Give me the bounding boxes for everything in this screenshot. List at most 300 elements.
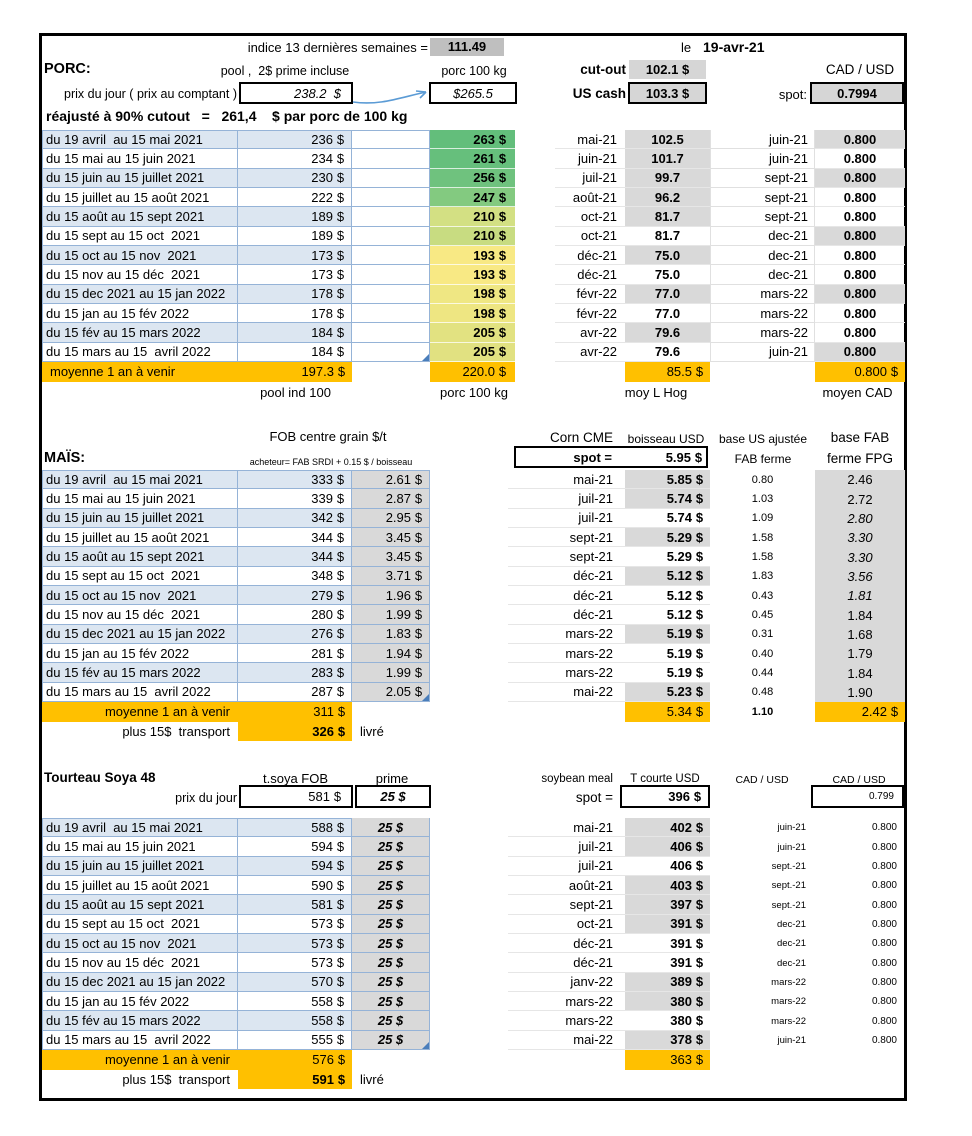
boisseau-price-cell[interactable]: 1.83 $ — [352, 625, 430, 644]
cme-month-cell[interactable]: mai-21 — [508, 470, 625, 489]
moyenne-fob-value[interactable]: 311 $ — [238, 702, 352, 722]
empty-cell[interactable] — [352, 323, 430, 342]
period-cell[interactable]: du 15 fév au 15 mars 2022 — [42, 323, 238, 342]
base-us-cell[interactable]: 1.58 — [751, 531, 774, 544]
meal-price-cell[interactable]: 380 $ — [625, 992, 710, 1011]
porc100-price-cell[interactable]: 256 $ — [430, 169, 515, 188]
soya-rate-box[interactable]: 0.799 — [811, 785, 904, 808]
boisseau-price-cell[interactable]: 2.05 $ — [352, 683, 430, 702]
cad-month-cell[interactable]: sept-21 — [710, 207, 815, 226]
cad-rate-cell[interactable]: 0.800 — [871, 918, 897, 930]
us-price-cell[interactable]: 81.7 — [625, 227, 710, 246]
cme-month-cell[interactable]: déc-21 — [508, 586, 625, 605]
cad-month-cell[interactable]: mars-22 — [710, 285, 815, 304]
meal-price-cell[interactable]: 391 $ — [625, 915, 710, 934]
us-price-cell[interactable]: 102.5 — [625, 130, 710, 149]
period-cell[interactable]: du 15 mars au 15 avril 2022 — [42, 343, 238, 362]
period-cell[interactable]: du 15 juin au 15 juillet 2021 — [42, 509, 238, 528]
period-cell[interactable]: du 15 jan au 15 fév 2022 — [42, 644, 238, 663]
cad-month-cell[interactable]: dec-21 — [710, 246, 815, 265]
fob-price-cell[interactable]: 348 $ — [238, 567, 352, 586]
cad-rate-cell[interactable]: 0.800 — [815, 130, 905, 149]
boisseau-price-cell[interactable]: 3.71 $ — [352, 567, 430, 586]
period-cell[interactable]: du 15 nov au 15 déc 2021 — [42, 605, 238, 624]
cad-rate-cell[interactable]: 0.800 — [871, 822, 897, 834]
base-us-cell[interactable]: 0.80 — [751, 473, 774, 486]
moyenne-porc100-value[interactable]: 220.0 $ — [430, 362, 515, 382]
base-us-cell[interactable]: 0.43 — [751, 589, 774, 602]
cad-rate-cell[interactable]: 0.800 — [815, 323, 905, 342]
base-fab-cell[interactable]: 3.56 — [815, 567, 905, 586]
base-us-cell[interactable]: 0.40 — [751, 647, 774, 660]
meal-month-cell[interactable]: mars-22 — [508, 992, 625, 1011]
pool-price-cell[interactable]: 184 $ — [238, 323, 352, 342]
cad-rate-cell[interactable]: 0.800 — [871, 841, 897, 853]
us-price-cell[interactable]: 101.7 — [625, 149, 710, 168]
meal-month-cell[interactable]: août-21 — [508, 876, 625, 895]
cad-month-cell[interactable]: sept-21 — [710, 169, 815, 188]
transport-fob-value[interactable]: 591 $ — [238, 1070, 352, 1090]
cme-price-cell[interactable]: 5.12 $ — [625, 586, 710, 605]
pool-price-cell[interactable]: 230 $ — [238, 169, 352, 188]
base-fab-cell[interactable]: 1.90 — [815, 683, 905, 702]
cad-month-cell[interactable]: dec-21 — [710, 265, 815, 284]
prime-cell[interactable]: 25 $ — [352, 934, 430, 953]
moyenne-fob-value[interactable]: 576 $ — [238, 1050, 352, 1070]
us-price-cell[interactable]: 99.7 — [625, 169, 710, 188]
base-us-cell[interactable]: 1.58 — [751, 551, 774, 564]
cme-month-cell[interactable]: mai-22 — [508, 683, 625, 702]
fob-price-cell[interactable]: 333 $ — [238, 470, 352, 489]
meal-month-cell[interactable]: juil-21 — [508, 857, 625, 876]
cad-rate-cell[interactable]: 0.800 — [815, 188, 905, 207]
prime-cell[interactable]: 25 $ — [352, 915, 430, 934]
prime-cell[interactable]: 25 $ — [352, 895, 430, 914]
period-cell[interactable]: du 15 fév au 15 mars 2022 — [42, 1011, 238, 1030]
us-month-cell[interactable]: déc-21 — [555, 265, 625, 284]
base-us-cell[interactable]: 0.44 — [751, 667, 774, 680]
spot-rate-box[interactable]: 0.7994 — [810, 82, 904, 104]
cme-month-cell[interactable]: déc-21 — [508, 567, 625, 586]
cme-price-cell[interactable]: 5.74 $ — [625, 489, 710, 508]
base-fab-cell[interactable]: 1.84 — [815, 663, 905, 682]
cad-rate-cell[interactable]: 0.800 — [815, 149, 905, 168]
base-fab-cell[interactable]: 2.46 — [815, 470, 905, 489]
empty-cell[interactable] — [352, 207, 430, 226]
prime-cell[interactable]: 25 $ — [352, 973, 430, 992]
boisseau-price-cell[interactable]: 1.99 $ — [352, 605, 430, 624]
meal-price-cell[interactable]: 403 $ — [625, 876, 710, 895]
porc100-price-cell[interactable]: 210 $ — [430, 227, 515, 246]
cme-price-cell[interactable]: 5.19 $ — [625, 625, 710, 644]
tsoya-price-cell[interactable]: 555 $ — [238, 1031, 352, 1050]
cad-rate-cell[interactable]: 0.800 — [815, 265, 905, 284]
base-fab-cell[interactable]: 2.72 — [815, 489, 905, 508]
prix-du-jour-value-box[interactable]: 238.2 $ — [239, 82, 353, 104]
cad-month-cell[interactable]: dec-21 — [776, 918, 806, 930]
us-price-cell[interactable]: 79.6 — [625, 343, 710, 362]
empty-cell[interactable] — [352, 343, 430, 362]
porc100-price-cell[interactable]: 205 $ — [430, 343, 515, 362]
soya-prix-du-jour-box[interactable]: 581 $ — [239, 785, 353, 808]
period-cell[interactable]: du 15 dec 2021 au 15 jan 2022 — [42, 285, 238, 304]
period-cell[interactable]: du 15 sept au 15 oct 2021 — [42, 227, 238, 246]
cad-month-cell[interactable]: mars-22 — [771, 1015, 806, 1027]
base-us-cell[interactable]: 1.03 — [751, 493, 774, 506]
cad-month-cell[interactable]: sept-21 — [710, 188, 815, 207]
cad-rate-cell[interactable]: 0.800 — [871, 880, 897, 892]
cad-rate-cell[interactable]: 0.800 — [815, 207, 905, 226]
cad-rate-cell[interactable]: 0.800 — [871, 860, 897, 872]
cad-rate-cell[interactable]: 0.800 — [871, 938, 897, 950]
prime-cell[interactable]: 25 $ — [352, 818, 430, 837]
porc100-price-cell[interactable]: 193 $ — [430, 246, 515, 265]
us-price-cell[interactable]: 77.0 — [625, 304, 710, 323]
reajuste-line: réajusté à 90% cutout = 261,4 $ par porc de 100 kg — [46, 108, 408, 124]
cme-price-cell[interactable]: 5.29 $ — [625, 547, 710, 566]
period-cell[interactable]: du 15 oct au 15 nov 2021 — [42, 586, 238, 605]
boisseau-price-cell[interactable]: 3.45 $ — [352, 528, 430, 547]
prime-cell[interactable]: 25 $ — [352, 876, 430, 895]
period-cell[interactable]: du 15 mars au 15 avril 2022 — [42, 1031, 238, 1050]
porc100-price-cell[interactable]: 247 $ — [430, 188, 515, 207]
cad-month-cell[interactable]: juin-21 — [777, 1034, 806, 1046]
cad-month-cell[interactable]: juin-21 — [710, 149, 815, 168]
cme-price-cell[interactable]: 5.12 $ — [625, 605, 710, 624]
porc100-price-cell[interactable]: 263 $ — [430, 130, 515, 149]
us-month-cell[interactable]: juil-21 — [555, 169, 625, 188]
cad-rate-cell[interactable]: 0.800 — [815, 285, 905, 304]
us-month-cell[interactable]: déc-21 — [555, 246, 625, 265]
cad-month-cell[interactable]: sept.-21 — [771, 860, 806, 872]
meal-month-cell[interactable]: juil-21 — [508, 837, 625, 856]
soybean-meal-label: soybean meal — [541, 773, 613, 785]
period-cell[interactable]: du 15 mars au 15 avril 2022 — [42, 683, 238, 702]
fob-price-cell[interactable]: 281 $ — [238, 644, 352, 663]
meal-month-cell[interactable]: mai-21 — [508, 818, 625, 837]
empty-cell[interactable] — [352, 149, 430, 168]
meal-price-cell[interactable]: 380 $ — [625, 1011, 710, 1030]
base-fab-label: base FAB — [830, 430, 890, 445]
pool-price-cell[interactable]: 189 $ — [238, 227, 352, 246]
base-us-cell[interactable]: 0.48 — [751, 686, 774, 699]
cad-month-cell[interactable]: dec-21 — [776, 957, 806, 969]
base-us-cell[interactable]: 1.83 — [751, 570, 774, 583]
cad-rate-cell[interactable]: 0.800 — [871, 1015, 897, 1027]
date-value[interactable]: 19-avr-21 — [703, 39, 765, 55]
cme-price-cell[interactable]: 5.19 $ — [625, 663, 710, 682]
period-cell[interactable]: du 15 jan au 15 fév 2022 — [42, 304, 238, 323]
prime-cell[interactable]: 25 $ — [352, 1031, 430, 1050]
period-cell[interactable]: du 15 nov au 15 déc 2021 — [42, 953, 238, 972]
porc100-price-cell[interactable]: 198 $ — [430, 285, 515, 304]
cme-month-cell[interactable]: mars-22 — [508, 625, 625, 644]
tsoya-price-cell[interactable]: 594 $ — [238, 857, 352, 876]
cad-rate-cell[interactable]: 0.800 — [815, 169, 905, 188]
base-fab-cell[interactable]: 1.81 — [815, 586, 905, 605]
period-cell[interactable]: du 19 avril au 15 mai 2021 — [42, 818, 238, 837]
boisseau-price-cell[interactable]: 2.61 $ — [352, 470, 430, 489]
period-cell[interactable]: du 15 mai au 15 juin 2021 — [42, 837, 238, 856]
cad-rate-cell[interactable]: 0.800 — [815, 343, 905, 362]
cad-rate-cell[interactable]: 0.800 — [815, 304, 905, 323]
cme-price-cell[interactable]: 5.85 $ — [625, 470, 710, 489]
corn-spot-box[interactable]: spot = 5.95 $ — [514, 446, 708, 468]
fob-price-cell[interactable]: 276 $ — [238, 625, 352, 644]
cme-month-cell[interactable]: juil-21 — [508, 509, 625, 528]
base-fab-cell[interactable]: 2.80 — [815, 509, 905, 528]
pool-price-cell[interactable]: 178 $ — [238, 285, 352, 304]
period-cell[interactable]: du 15 juillet au 15 août 2021 — [42, 876, 238, 895]
porc100-price-cell[interactable]: 261 $ — [430, 149, 515, 168]
period-cell[interactable]: du 15 juin au 15 juillet 2021 — [42, 169, 238, 188]
meal-month-cell[interactable]: oct-21 — [508, 915, 625, 934]
us-price-cell[interactable]: 77.0 — [625, 285, 710, 304]
spacer — [430, 876, 508, 895]
tsoya-price-cell[interactable]: 573 $ — [238, 915, 352, 934]
cad-month-cell[interactable]: mars-22 — [710, 304, 815, 323]
period-cell[interactable]: du 15 juillet au 15 août 2021 — [42, 528, 238, 547]
pool-price-cell[interactable]: 184 $ — [238, 343, 352, 362]
tsoya-price-cell[interactable]: 581 $ — [238, 895, 352, 914]
cad-month-cell[interactable]: sept.-21 — [771, 880, 806, 892]
tsoya-price-cell[interactable]: 558 $ — [238, 992, 352, 1011]
meal-price-cell[interactable]: 391 $ — [625, 934, 710, 953]
fob-price-cell[interactable]: 280 $ — [238, 605, 352, 624]
period-cell[interactable]: du 15 oct au 15 nov 2021 — [42, 246, 238, 265]
moyenne-pool-value[interactable]: 197.3 $ — [238, 362, 352, 382]
cme-price-cell[interactable]: 5.29 $ — [625, 528, 710, 547]
fob-price-cell[interactable]: 279 $ — [238, 586, 352, 605]
base-fab-cell[interactable]: 1.79 — [815, 644, 905, 663]
empty-cell[interactable] — [352, 227, 430, 246]
period-cell[interactable]: du 15 fév au 15 mars 2022 — [42, 663, 238, 682]
cad-rate-cell[interactable]: 0.800 — [871, 957, 897, 969]
us-month-cell[interactable]: avr-22 — [555, 323, 625, 342]
us-price-cell[interactable]: 79.6 — [625, 323, 710, 342]
cad-rate-cell[interactable]: 0.800 — [815, 246, 905, 265]
cme-month-cell[interactable]: déc-21 — [508, 605, 625, 624]
cad-rate-cell[interactable]: 0.800 — [815, 227, 905, 246]
cad-month-cell[interactable]: mars-22 — [710, 323, 815, 342]
porc100-price-cell[interactable]: 198 $ — [430, 304, 515, 323]
empty-cell[interactable] — [352, 265, 430, 284]
cad-rate-cell[interactable]: 0.800 — [871, 976, 897, 988]
spacer — [430, 818, 508, 837]
fob-price-cell[interactable]: 344 $ — [238, 528, 352, 547]
fob-price-cell[interactable]: 344 $ — [238, 547, 352, 566]
cad-month-cell[interactable]: juin-21 — [777, 841, 806, 853]
base-us-cell[interactable]: 1.09 — [751, 512, 774, 525]
meal-price-cell[interactable]: 389 $ — [625, 973, 710, 992]
meal-month-cell[interactable]: janv-22 — [508, 973, 625, 992]
cutout-value[interactable]: 102.1 $ — [629, 60, 706, 79]
pool-subtitle: pool , 2$ prime incluse — [220, 64, 350, 78]
fob-price-cell[interactable]: 342 $ — [238, 509, 352, 528]
transport-fob-value[interactable]: 326 $ — [238, 722, 352, 742]
fob-price-cell[interactable]: 283 $ — [238, 663, 352, 682]
base-us-cell[interactable]: 0.31 — [751, 628, 774, 641]
cme-price-cell[interactable]: 5.12 $ — [625, 567, 710, 586]
meal-month-cell[interactable]: sept-21 — [508, 895, 625, 914]
boisseau-price-cell[interactable]: 1.94 $ — [352, 644, 430, 663]
pool-price-cell[interactable]: 173 $ — [238, 246, 352, 265]
period-cell[interactable]: du 15 nov au 15 déc 2021 — [42, 265, 238, 284]
us-month-cell[interactable]: févr-22 — [555, 285, 625, 304]
cad-month-cell[interactable]: juin-21 — [710, 343, 815, 362]
porc100-value-box[interactable]: $265.5 — [429, 82, 517, 104]
period-cell[interactable]: du 19 avril au 15 mai 2021 — [42, 470, 238, 489]
pool-price-cell[interactable]: 234 $ — [238, 149, 352, 168]
tsoya-price-cell[interactable]: 558 $ — [238, 1011, 352, 1030]
spacer — [430, 547, 508, 566]
tsoya-price-cell[interactable]: 570 $ — [238, 973, 352, 992]
prime-cell[interactable]: 25 $ — [352, 953, 430, 972]
moyenne-usd-value[interactable]: 363 $ — [625, 1050, 710, 1070]
boisseau-price-cell[interactable]: 1.96 $ — [352, 586, 430, 605]
porc-table-row — [42, 343, 905, 362]
meal-month-cell[interactable]: mai-22 — [508, 1031, 625, 1050]
soya-table-row — [42, 837, 905, 856]
empty-cell[interactable] — [352, 130, 430, 149]
mais-table-row — [42, 605, 905, 624]
us-month-cell[interactable]: févr-22 — [555, 304, 625, 323]
period-cell[interactable]: du 15 dec 2021 au 15 jan 2022 — [42, 973, 238, 992]
prime-cell[interactable]: 25 $ — [352, 992, 430, 1011]
prime-cell[interactable]: 25 $ — [352, 857, 430, 876]
moyenne-base-value[interactable]: 1.10 — [751, 705, 774, 718]
period-cell[interactable]: du 15 sept au 15 oct 2021 — [42, 567, 238, 586]
spacer — [515, 207, 555, 226]
pool-price-cell[interactable]: 178 $ — [238, 304, 352, 323]
base-us-cell[interactable]: 0.45 — [751, 609, 774, 622]
pool-price-cell[interactable]: 222 $ — [238, 188, 352, 207]
cad-month-cell[interactable]: sept.-21 — [771, 899, 806, 911]
cad-month-cell[interactable]: juin-21 — [777, 822, 806, 834]
period-cell[interactable]: du 15 mai au 15 juin 2021 — [42, 489, 238, 508]
cad-month-cell[interactable]: dec-21 — [710, 227, 815, 246]
period-cell[interactable]: du 15 jan au 15 fév 2022 — [42, 992, 238, 1011]
prime-cell[interactable]: 25 $ — [352, 1011, 430, 1030]
moyenne-usd-value[interactable]: 5.34 $ — [625, 702, 710, 722]
meal-month-cell[interactable]: mars-22 — [508, 1011, 625, 1030]
cad-usd-header: CAD / USD — [825, 62, 895, 77]
tsoya-price-cell[interactable]: 590 $ — [238, 876, 352, 895]
us-price-cell[interactable]: 75.0 — [625, 265, 710, 284]
base-fab-cell[interactable]: 1.84 — [815, 605, 905, 624]
empty-cell[interactable] — [352, 246, 430, 265]
cad-rate-cell[interactable]: 0.800 — [871, 899, 897, 911]
us-month-cell[interactable]: oct-21 — [555, 207, 625, 226]
us-cash-value-box[interactable]: 103.3 $ — [628, 82, 707, 104]
period-cell[interactable]: du 15 août au 15 sept 2021 — [42, 207, 238, 226]
meal-month-cell[interactable]: déc-21 — [508, 953, 625, 972]
pool-price-cell[interactable]: 236 $ — [238, 130, 352, 149]
period-cell[interactable]: du 15 oct au 15 nov 2021 — [42, 934, 238, 953]
tsoya-price-cell[interactable]: 573 $ — [238, 953, 352, 972]
cme-month-cell[interactable]: juil-21 — [508, 489, 625, 508]
period-cell[interactable]: du 19 avril au 15 mai 2021 — [42, 130, 238, 149]
moyenne-us-value[interactable]: 85.5 $ — [625, 362, 710, 382]
tsoya-price-cell[interactable]: 573 $ — [238, 934, 352, 953]
cme-price-cell[interactable]: 5.74 $ — [625, 509, 710, 528]
period-cell[interactable]: du 15 août au 15 sept 2021 — [42, 895, 238, 914]
prime-cell[interactable]: 25 $ — [352, 837, 430, 856]
moyenne-cad-value[interactable]: 0.800 $ — [815, 362, 905, 382]
tsoya-price-cell[interactable]: 588 $ — [238, 818, 352, 837]
empty-cell[interactable] — [352, 169, 430, 188]
soya-prime-box[interactable]: 25 $ — [355, 785, 431, 808]
cme-month-cell[interactable]: sept-21 — [508, 547, 625, 566]
period-cell[interactable]: du 15 juillet au 15 août 2021 — [42, 188, 238, 207]
meal-price-cell[interactable]: 406 $ — [625, 837, 710, 856]
period-cell[interactable]: du 15 juin au 15 juillet 2021 — [42, 857, 238, 876]
boisseau-price-cell[interactable]: 1.99 $ — [352, 663, 430, 682]
cme-month-cell[interactable]: mars-22 — [508, 663, 625, 682]
meal-month-cell[interactable]: déc-21 — [508, 934, 625, 953]
us-month-cell[interactable]: avr-22 — [555, 343, 625, 362]
soya-spot-box[interactable]: 396 $ — [620, 785, 710, 808]
period-cell[interactable]: du 15 mai au 15 juin 2021 — [42, 149, 238, 168]
period-cell[interactable]: du 15 sept au 15 oct 2021 — [42, 915, 238, 934]
cad-rate-cell[interactable]: 0.800 — [871, 996, 897, 1008]
porc100-price-cell[interactable]: 193 $ — [430, 265, 515, 284]
period-cell[interactable]: du 15 dec 2021 au 15 jan 2022 — [42, 625, 238, 644]
empty-cell[interactable] — [352, 304, 430, 323]
fob-price-cell[interactable]: 287 $ — [238, 683, 352, 702]
empty-cell[interactable] — [352, 285, 430, 304]
cad-month-cell[interactable]: mars-22 — [771, 976, 806, 988]
us-month-cell[interactable]: mai-21 — [555, 130, 625, 149]
cme-month-cell[interactable]: mars-22 — [508, 644, 625, 663]
cad-month-cell[interactable]: juin-21 — [710, 130, 815, 149]
boisseau-price-cell[interactable]: 3.45 $ — [352, 547, 430, 566]
base-fab-cell[interactable]: 3.30 — [815, 547, 905, 566]
tsoya-price-cell[interactable]: 594 $ — [238, 837, 352, 856]
cme-price-cell[interactable]: 5.23 $ — [625, 683, 710, 702]
cme-price-cell[interactable]: 5.19 $ — [625, 644, 710, 663]
meal-price-cell[interactable]: 406 $ — [625, 857, 710, 876]
indice-value[interactable]: 111.49 — [430, 38, 504, 56]
meal-price-cell[interactable]: 402 $ — [625, 818, 710, 837]
cme-month-cell[interactable]: sept-21 — [508, 528, 625, 547]
us-month-cell[interactable]: juin-21 — [555, 149, 625, 168]
period-cell[interactable]: du 15 août au 15 sept 2021 — [42, 547, 238, 566]
us-month-cell[interactable]: août-21 — [555, 188, 625, 207]
base-fab-cell[interactable]: 1.68 — [815, 625, 905, 644]
pool-price-cell[interactable]: 173 $ — [238, 265, 352, 284]
cad-month-cell[interactable]: mars-22 — [771, 996, 806, 1008]
base-fab-cell[interactable]: 3.30 — [815, 528, 905, 547]
meal-price-cell[interactable]: 397 $ — [625, 895, 710, 914]
pool-price-cell[interactable]: 189 $ — [238, 207, 352, 226]
fob-price-cell[interactable]: 339 $ — [238, 489, 352, 508]
porc100-price-cell[interactable]: 205 $ — [430, 323, 515, 342]
porc100-price-cell[interactable]: 210 $ — [430, 207, 515, 226]
boisseau-price-cell[interactable]: 2.87 $ — [352, 489, 430, 508]
cad-month-cell[interactable]: dec-21 — [776, 938, 806, 950]
us-month-cell[interactable]: oct-21 — [555, 227, 625, 246]
meal-price-cell[interactable]: 378 $ — [625, 1031, 710, 1050]
us-price-cell[interactable]: 75.0 — [625, 246, 710, 265]
cad-rate-cell[interactable]: 0.800 — [871, 1034, 897, 1046]
meal-price-cell[interactable]: 391 $ — [625, 953, 710, 972]
boisseau-price-cell[interactable]: 2.95 $ — [352, 509, 430, 528]
us-price-cell[interactable]: 81.7 — [625, 207, 710, 226]
empty-cell[interactable] — [352, 188, 430, 207]
moyenne-fpg-value[interactable]: 2.42 $ — [815, 702, 905, 722]
us-price-cell[interactable]: 96.2 — [625, 188, 710, 207]
